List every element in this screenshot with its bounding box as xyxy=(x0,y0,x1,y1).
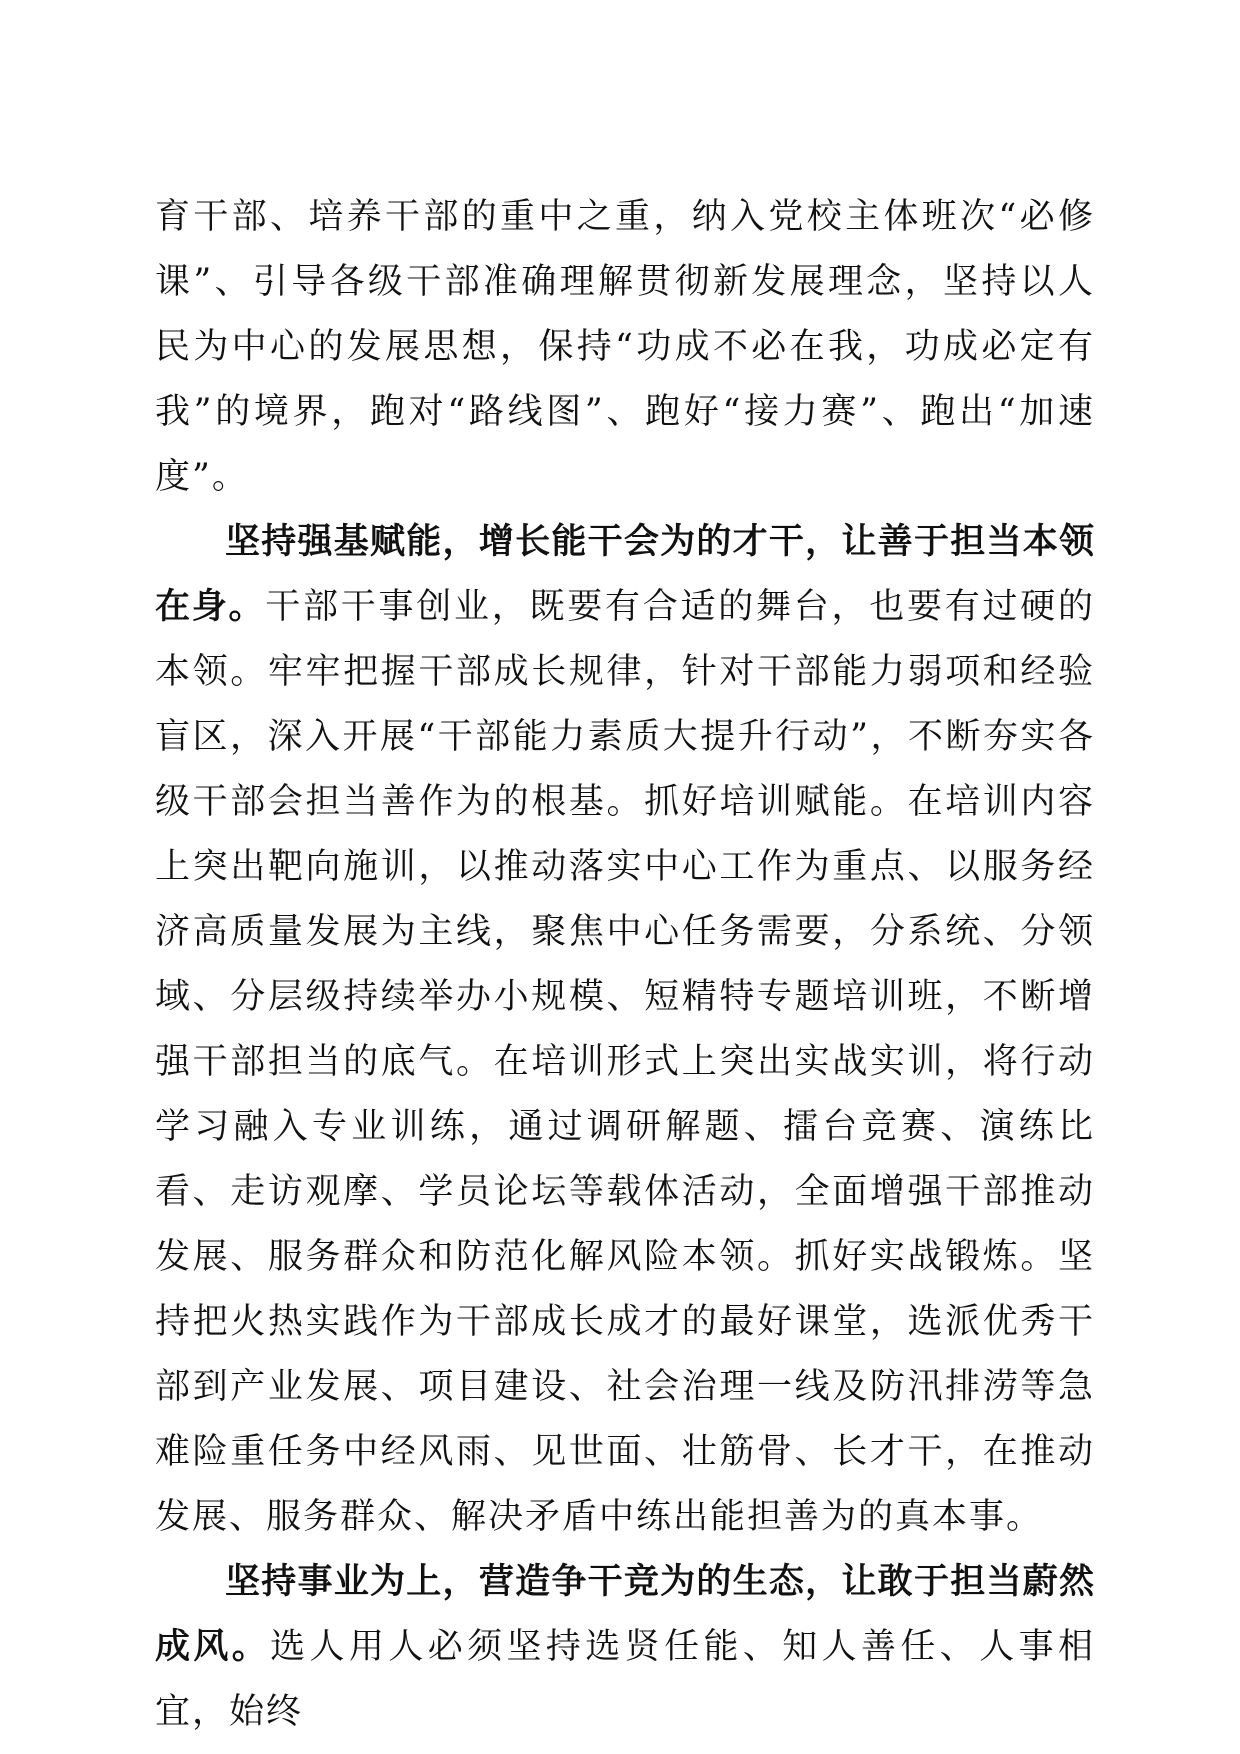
paragraph-3-heading: 坚持事业为上，营造争干竞为的生态，让敢于担当蔚然成风。 xyxy=(155,1562,1095,1667)
document-body xyxy=(155,185,1095,1745)
paragraph-3-text: 选人用人必须坚持选贤任能、知人善任、人事相宜，始终 xyxy=(155,1627,1095,1732)
paragraph-1 xyxy=(155,185,1095,510)
paragraph-2-text: 干部干事创业，既要有合适的舞台，也要有过硬的本领。牢牢把握干部成长规律，针对干部能力弱项和经验盲区，深入开展“干部能力素质大提升行动”，不断夯实各级干部会担当善作为的根基。抓好培训赋能。在培训内容上突出靶向施训，以推动落实中心工作为重点、以服务经济高质量发展为主线，聚焦中心任务需要，分系统、分领域、分层级持续举办小规模、短精特专题培训班，不断增强干部担当的底气。在培训形式上突出实战实训，将行动学习融入专业训练，通过调研解题、擂台竞赛、演练比看、走访观摩、学员论坛等载体活动，全面增强干部推动发展、服务群众和防范化解风险本领。抓好实战锻炼。坚持把火热实践作为干部成长成才的最好课堂，选派优秀干部到产业发展、项目建设、社会治理一线及防汛排涝等急难险重任务中经风雨、见世面、壮筋骨、长才干，在推动发展、服务群众、解决矛盾中练出能担善为的真本事。 xyxy=(155,587,1095,1537)
paragraph-2-heading: 坚持强基赋能，增长能干会为的才干，让善于担当本领在身。 xyxy=(155,522,1095,627)
paragraph-1-text: 育干部、培养干部的重中之重，纳入党校主体班次“必修课”、引导各级干部准确理解贯彻新发展理念，坚持以人民为中心的发展思想，保持“功成不必在我，功成必定有我”的境界，跑对“路线图”、跑好“接力赛”、跑出“加速度”。 xyxy=(155,197,1095,497)
paragraph-2 xyxy=(155,510,1095,1550)
paragraph-3 xyxy=(155,1550,1095,1745)
